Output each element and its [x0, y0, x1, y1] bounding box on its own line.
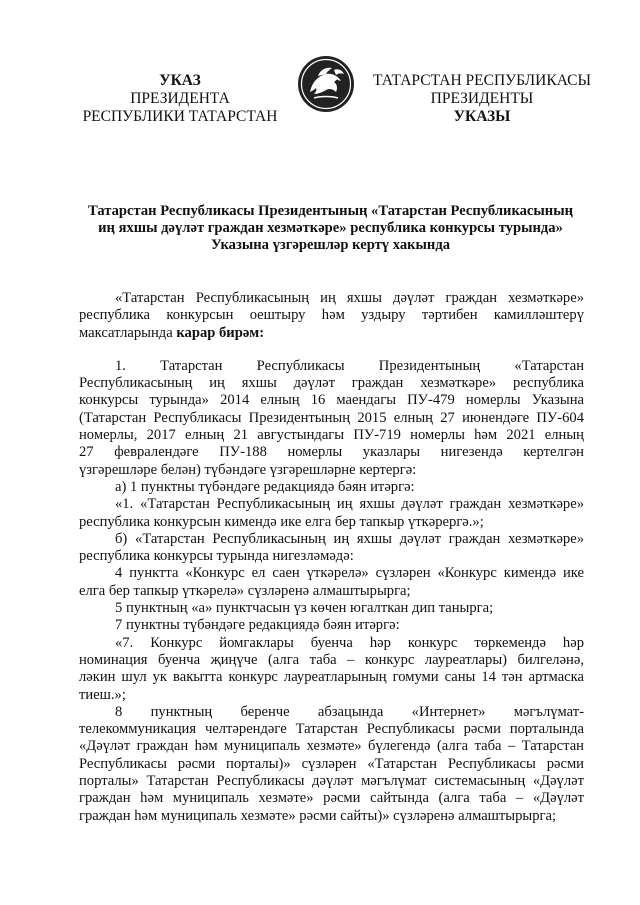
point7-intro: 7 пунктны түбәндәге редакциядә бәян итәргә:: [115, 617, 400, 634]
point7-quote-line1: «7. Конкурс йомгаклары буенча һәр конкурс төркемендә һәр: [115, 634, 584, 651]
item1-line: 27 февралендәге ПУ-188 номерлы указлары нигезендә кертелгән: [79, 444, 584, 461]
item1-last-line: үзгәрешләре белән) түбәндәге үзгәрешләрне кертергә:: [79, 461, 417, 478]
item1-line: Республикасының иң яхшы дәүләт граждан хезмәткәре» республика: [79, 375, 584, 392]
header-tatar: [364, 72, 600, 126]
point7-quote-line3: ләкин шул ук вакытта конкурс лауреатларының гомуми саны 14 тән артмаска: [79, 669, 584, 686]
title-line1: Татарстан Республикасы Президентының «Татарстан Республикасының: [87, 203, 574, 219]
preamble-line1: «Татарстан Республикасының иң яхшы дәүләт граждан хезмәткәре»: [115, 290, 584, 306]
title-line3: Указына үзгәрешләр кертү хакында: [210, 237, 451, 253]
point8-line3: «Дәүләт граждан һәм муниципаль хезмәте» бүлегендә (алга таба – Татарстан: [79, 738, 584, 755]
preamble-resolution: карар бирәм:: [176, 324, 265, 341]
spacer: [79, 342, 584, 358]
sub-a-intro: а) 1 пунктны түбәндәге редакциядә бәян итәргә:: [115, 478, 415, 495]
point8-line5: порталы» Татарстан Республикасы дәүләт мәгълүмат системасының «Дәүләт: [79, 773, 584, 790]
point8-line6: граждан һәм муниципаль хезмәте» рәсми сайтында (алга таба – «Дәүләт: [79, 790, 584, 807]
point7-quote-line4: тиеш.»;: [79, 686, 126, 703]
preamble-line3-start: максатларында: [79, 324, 177, 341]
point4-line1: 4 пунктта «Конкурс ел саен үткәрелә» сүзләрен «Конкурс кимендә ике: [115, 565, 584, 582]
item1-line: номерлы, 2017 елның 21 августындагы ПУ-719 номерлы һәм 2021 елның: [79, 427, 584, 444]
sub-b-line1: б) «Татарстан Республикасының иң яхшы дәүләт граждан хезмәткәре»: [115, 530, 584, 547]
item1-line: (Татарстан Республикасы Президентының 2015 елның 27 июнендәге ПУ-604: [79, 409, 584, 426]
coat-of-arms-icon: [296, 54, 356, 114]
header-left-line1: УКАЗ: [159, 72, 201, 89]
point5-line: 5 пунктның «а» пунктчасын үз көчен югалткан дип танырга;: [115, 600, 494, 617]
point4-line2: елга бер тапкыр үткәрелә» сүзләренә алмаштырырга;: [79, 582, 411, 599]
point8-line1: 8 пунктның беренче абзацында «Интернет» мәгълүмат-: [115, 703, 584, 720]
header-right-line1: ТАТАРСТАН РЕСПУБЛИКАСЫ: [373, 72, 591, 89]
header-left-line3: РЕСПУБЛИКИ ТАТАРСТАН: [82, 108, 278, 125]
header-left-line2: ПРЕЗИДЕНТА: [130, 90, 230, 107]
point7-quote-line2: номинация буенча җиңүче (алга таба – конкурс лауреатлары) билгеләнә,: [79, 651, 584, 668]
sub-a-quote-line1: «1. «Татарстан Республикасының иң яхшы дәүләт граждан хезмәткәре»: [115, 496, 584, 513]
point8-line7: граждан һәм муниципаль хезмәте» рәсми сайты)» сүзләренә алмаштырырга;: [79, 807, 557, 824]
item1-line: 1. Татарстан Республикасы Президентының «Татарстан: [115, 357, 584, 374]
item1-line: конкурсы турында» 2014 елның 16 маендагы ПУ-479 номерлы Указына: [79, 392, 584, 409]
point8-line2: телекоммуникация челтәрендәге Татарстан Республикасы рәсми порталында: [79, 721, 584, 738]
title-line2: иң яхшы дәүләт граждан хезмәткәре» республика конкурсы турында»: [98, 220, 563, 236]
preamble-line3: [79, 325, 584, 342]
header-russian: [70, 72, 290, 126]
header-right-line3: УКАЗЫ: [453, 108, 511, 125]
decree-title: [78, 203, 583, 254]
preamble-line2: республика конкурсын оештыру һәм уздыру тәртибен камилләштерү: [79, 307, 584, 324]
point8-line4: Республикасы рәсми порталы)» сүзләрен «Татарстан Республикасы рәсми: [79, 755, 584, 772]
header-right-line2: ПРЕЗИДЕНТЫ: [430, 90, 534, 107]
decree-body: [79, 290, 584, 825]
sub-a-quote-line2: республика конкурсын кимендә ике елга бер тапкыр үткәрергә.»;: [79, 513, 484, 530]
sub-b-line2: республика конкурсы турында нигезләмәдә:: [79, 548, 354, 565]
